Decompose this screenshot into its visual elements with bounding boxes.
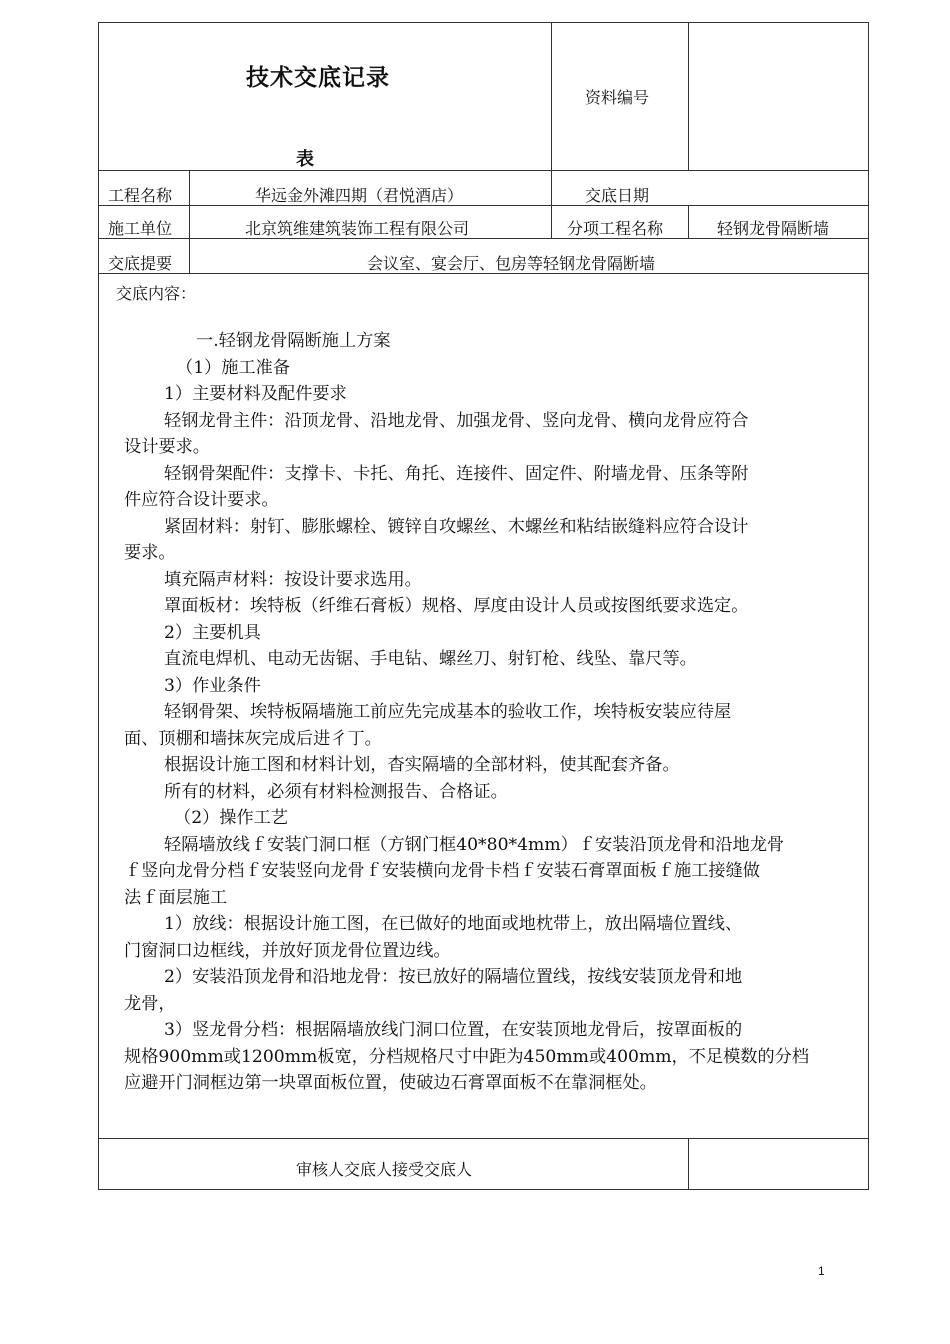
row-divider: [99, 170, 868, 171]
form-title: 技术交底记录: [246, 65, 390, 91]
content-line: 2）主要机具: [164, 622, 261, 643]
technical-briefing-form: [98, 22, 869, 1190]
summary-value: 会议室、宴会厅、包房等轻钢龙骨隔断墙: [367, 254, 656, 273]
row-divider: [99, 273, 868, 274]
content-line: 3）作业条件: [164, 675, 261, 696]
construction-unit-label: 施工单位: [108, 219, 173, 238]
content-line: 根据设计施工图和材料计划，杳实隔墙的全部材料，使其配套齐备。: [164, 755, 680, 775]
project-name-value: 华远金外滩四期（君悦酒店）: [255, 186, 464, 205]
content-line: （1）施工准备: [176, 357, 291, 378]
content-line: 紧固材料：射钉、膨胀螺栓、镀锌自攻螺丝、木螺丝和粘结嵌缝料应符合设计: [164, 516, 749, 537]
content-line: 轻钢骨架、埃特板隔墙施工前应先完成基本的验收工作，埃特板安装应待屋: [164, 702, 732, 722]
sub-item-value: 轻钢龙骨隔断墙: [717, 219, 830, 238]
row-divider: [99, 1138, 868, 1139]
doc-no-label: 资料编号: [585, 88, 650, 107]
column-divider: [688, 1138, 689, 1190]
content-line: 轻钢龙骨主件：沿顶龙骨、沿地龙骨、加强龙骨、竖向龙骨、横向龙骨应符合: [164, 410, 749, 431]
row-divider: [99, 238, 868, 239]
column-divider: [551, 23, 552, 239]
content-label: 交底内容：: [116, 284, 197, 303]
content-line: 罩面板材：埃特板（纤维石膏板）规格、厚度由设计人员或按图纸要求选定。: [164, 596, 749, 616]
content-line: 件应符合设计要求。: [124, 490, 279, 510]
column-divider: [189, 170, 190, 274]
project-name-label: 工程名称: [108, 186, 173, 205]
signers-row: 审核人交底人接受交底人: [296, 1160, 473, 1179]
content-line: 要求。: [124, 543, 176, 563]
construction-unit-value: 北京筑维建筑装饰工程有限公司: [245, 219, 470, 238]
content-heading: 一.轻钢龙骨隔断施丄方案: [196, 331, 391, 351]
content-line: 面、顶棚和墙抹灰完成后进彳丁。: [124, 728, 382, 749]
row-divider: [99, 205, 868, 206]
content-line: 设计要求。: [124, 437, 210, 457]
content-line: ｆ竖向龙骨分档ｆ安装竖向龙骨ｆ安装横向龙骨卡档ｆ安装石膏罩面板ｆ施工接缝做: [124, 861, 760, 881]
content-line: 应避开门洞框边第一块罩面板位置，使破边石膏罩面板不在靠洞框处。: [124, 1073, 657, 1093]
content-line: （2）操作工艺: [174, 808, 289, 828]
content-line: 轻隔墙放线ｆ安装门洞口框（方钢门框40*80*4mm）ｆ安装沿顶龙骨和沿地龙骨: [164, 834, 785, 855]
content-line: 1）放线：根据设计施工图，在已做好的地面或地枕带上，放出隔墙位置线、: [164, 914, 743, 934]
content-line: 直流电焊机、电动无齿锯、手电钻、螺丝刀、射钉枪、线坠、靠尺等。: [164, 649, 697, 669]
content-line: 2）安装沿顶龙骨和沿地龙骨：按已放好的隔墙位置线，按线安装顶龙骨和地: [164, 967, 743, 987]
form-title-suffix: 表: [296, 149, 314, 170]
content-line: 3）竖龙骨分档：根据隔墙放线门洞口位置，在安装顶地龙骨后，按罩面板的: [164, 1020, 743, 1040]
column-divider: [688, 23, 689, 171]
content-line: 1）主要材料及配件要求: [164, 384, 347, 404]
sub-item-label: 分项工程名称: [567, 219, 664, 238]
content-line: 龙骨，: [124, 993, 176, 1014]
content-line: 门窗洞口边框线，并放好顶龙骨位置边线。: [124, 940, 451, 961]
briefing-date-label: 交底日期: [585, 186, 650, 205]
content-line: 填充隔声材料：按设计要求选用。: [164, 569, 422, 590]
briefing-content: [124, 328, 859, 1097]
summary-label: 交底提要: [108, 254, 173, 273]
page-number: 1: [818, 1264, 825, 1278]
content-line: 规格900mm或1200mm板宽，分档规格尺寸中距为450mm或400mm，不足模数的分档: [124, 1046, 810, 1067]
content-line: 所有的材料，必须有材料检测报告、合格证。: [164, 781, 508, 802]
content-line: 轻钢骨架配件：支撑卡、卡托、角托、连接件、固定件、附墙龙骨、压条等附: [164, 463, 749, 484]
column-divider: [688, 205, 689, 239]
content-line: 法ｆ面层施工: [124, 887, 228, 908]
